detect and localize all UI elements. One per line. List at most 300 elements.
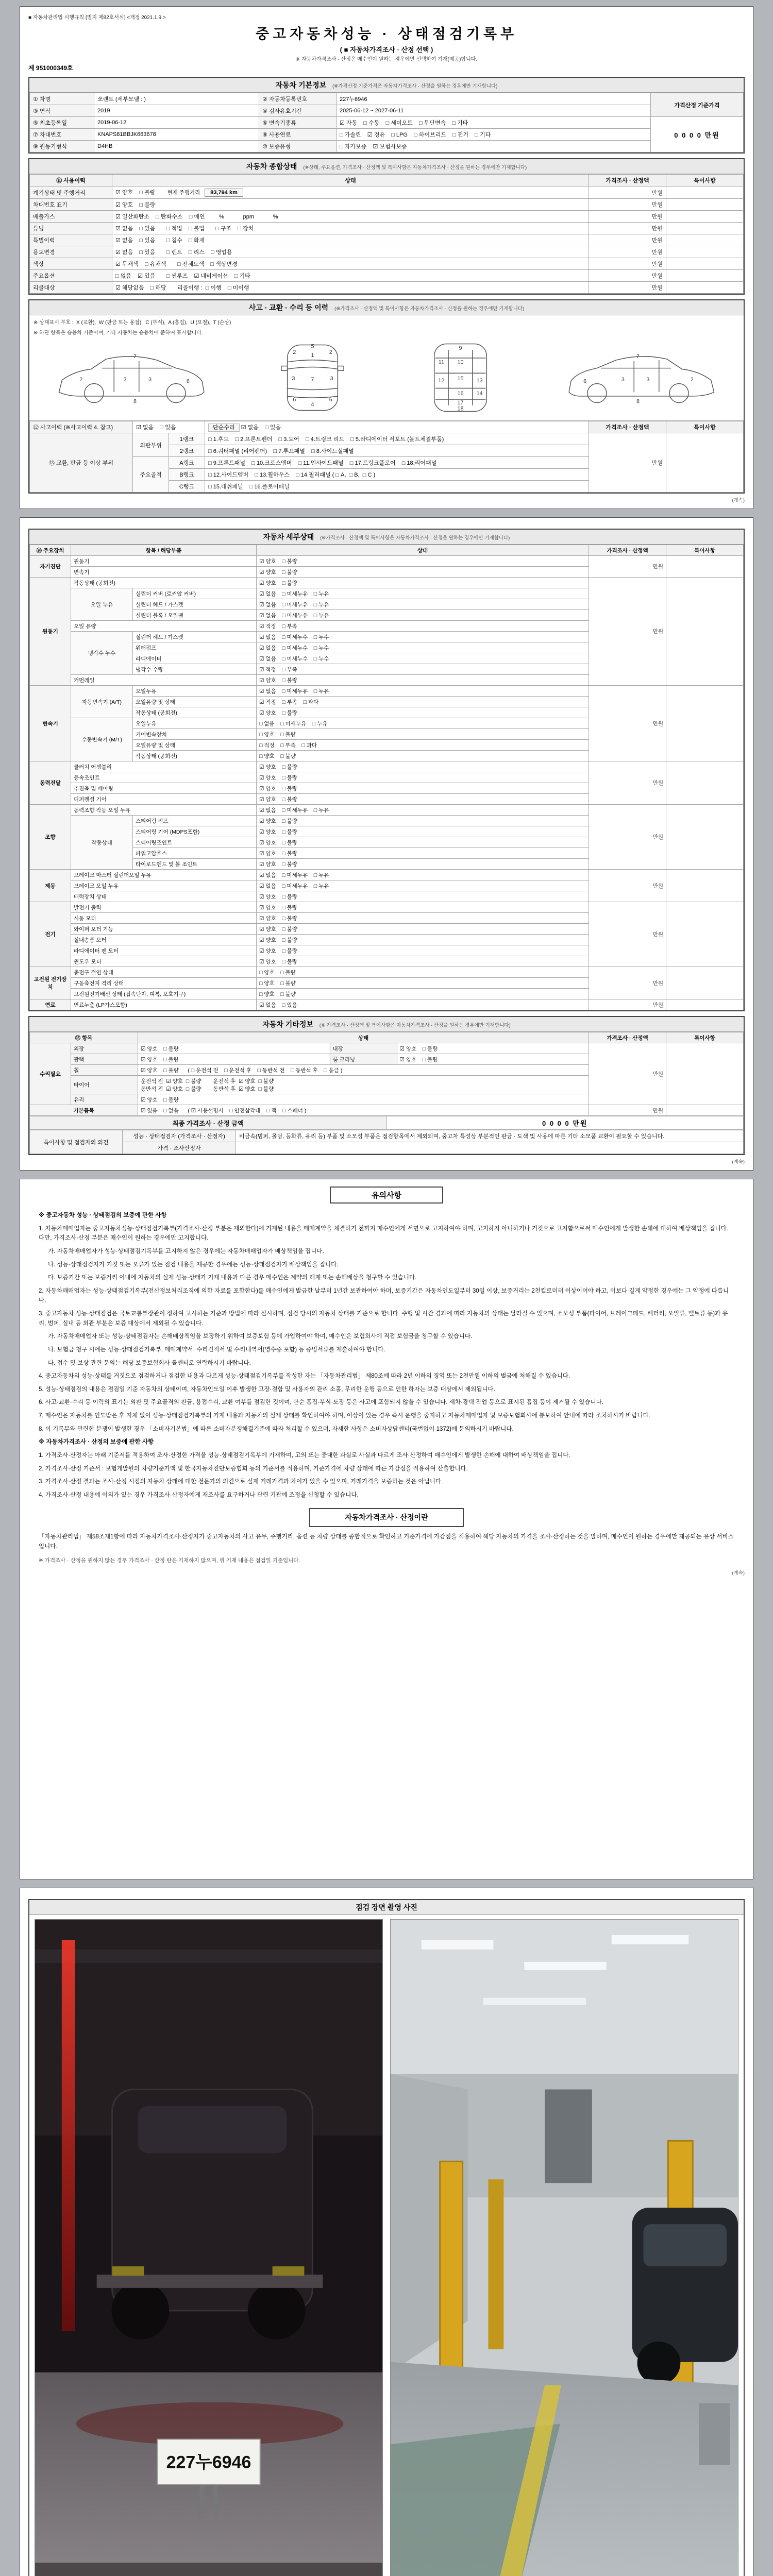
table-row bbox=[30, 686, 744, 697]
checkbox-group: □ 12.사이드멤버 □ 13.휠하우스 □ 14.필러패널 ( □ A, □ B, □ C ) bbox=[205, 469, 589, 481]
price-cell: 만원 bbox=[589, 270, 666, 282]
checkbox-group: ☑ 양호 □ 불량 bbox=[257, 707, 589, 718]
table-row bbox=[30, 761, 744, 772]
section-overall-title: 자동차 종합상태 bbox=[246, 162, 297, 171]
checkbox-group: ☑ 양호 □ 불량 bbox=[257, 956, 589, 967]
checkbox-group: ☑ 적정 □ 부족 bbox=[257, 664, 589, 675]
col-header: 가격조사 · 산정액 bbox=[589, 421, 666, 433]
checkbox-group: □ 양호 □ 불량 bbox=[257, 978, 589, 989]
table-row bbox=[30, 187, 744, 199]
final-price-amount: 0 0 0 0 bbox=[542, 1120, 570, 1127]
table-row bbox=[30, 129, 744, 141]
checkbox-group: ☑ 없음 □ 미세누유 □ 누유 bbox=[257, 870, 589, 880]
checkbox-group: ☑ 양호 □ 불량 bbox=[257, 935, 589, 945]
zone-number: 8 bbox=[636, 398, 640, 405]
price-cell: 만원 bbox=[589, 187, 666, 199]
simple-repair-cell bbox=[205, 421, 589, 433]
col-header: 상태 bbox=[138, 1032, 589, 1043]
field-label: ⑥ 변속기종류 bbox=[259, 117, 337, 129]
price-cell: 만원 bbox=[589, 870, 666, 902]
item-label: 특별이력 bbox=[30, 234, 112, 246]
section-photos-title: 점검 장면 촬영 사진 bbox=[356, 1903, 417, 1911]
item-label: 배출가스 bbox=[30, 211, 112, 223]
remark-cell bbox=[666, 902, 744, 967]
item-label: 브레이크 마스터 실린더오일 누유 bbox=[71, 870, 257, 880]
table-row bbox=[30, 270, 744, 282]
state-cell bbox=[112, 211, 589, 223]
price-cell: 만원 bbox=[589, 999, 666, 1010]
checkbox-group: □ 적정 □ 부족 □ 과다 bbox=[257, 740, 589, 751]
section-etc-note: (※ 가격조사 · 산정액 및 특이사항은 자동차가격조사 · 산정을 원하는 경우에만 기재합니다) bbox=[319, 1023, 511, 1028]
price-cell: 만원 bbox=[589, 199, 666, 211]
doc-number: 제 951000349호 bbox=[28, 64, 73, 72]
zone-number: 2 bbox=[293, 349, 296, 356]
table-row bbox=[30, 967, 744, 978]
zone-number: 4 bbox=[311, 401, 314, 408]
checkbox-group: □ 자가보증 ☑ 보험사보증 bbox=[337, 141, 651, 152]
checkbox-group: ☑ 양호 □ 불량 bbox=[138, 1054, 330, 1065]
item-label: 작동상태 (공회전) bbox=[133, 751, 257, 761]
table-header-row bbox=[30, 1032, 744, 1043]
device-group: 조향 bbox=[30, 805, 71, 870]
checkbox-group: ☑ 양호 □ 불량 bbox=[257, 837, 589, 848]
continue-note: (계속) bbox=[732, 1159, 745, 1165]
car-diagram-side-left bbox=[50, 339, 220, 416]
remark-cell bbox=[666, 211, 744, 223]
item-label: 파워고압호스 bbox=[133, 848, 257, 859]
price-cell: 만원 bbox=[589, 1043, 666, 1105]
table-row bbox=[30, 93, 744, 105]
notice-heading: ※ 자동차가격조사 · 산정의 보증에 관한 사항 bbox=[39, 1439, 154, 1446]
col-header: 가격조사 · 산정액 bbox=[589, 545, 666, 556]
section-accident bbox=[28, 299, 745, 494]
item-label: 실내송풍 모터 bbox=[71, 935, 257, 945]
notice-paragraph: 4. 중고자동차의 성능·상태를 거짓으로 점검하거나 점검한 내용과 다르게 성능·상태점검기록부를 작성한 자는 「자동차관리법」 제80조에 따라 2년 이하의 징역 또는 2천만원 이하의 벌금에 처해질 수 있습니다. bbox=[39, 1373, 570, 1380]
zone-number: 3 bbox=[646, 376, 650, 383]
notice-paragraph: 1. 자동차매매업자는 중고자동차성능·상태점검기록부(가격조사·산정 부분은 제외한다)에 기재된 내용을 매매계약을 체결하기 전까지 매수인에게 서면으로 고지하여야 하며, 고지하지 아니하거나 거짓으로 고지함으로써 매수인에게 발생한 손해에 대하여 배상책임을 집니다. 다만, 가격조사·산정 부분은 매수인이 원하는 경우에만 고지합니다. bbox=[39, 1225, 728, 1242]
checkbox-group: ☑ 양호 □ 불량 bbox=[257, 783, 589, 794]
checkbox-group: ☑ 없음 □ 있음 bbox=[241, 425, 281, 431]
item-label: 시동 모터 bbox=[71, 913, 257, 924]
zone-number: 2 bbox=[329, 349, 332, 356]
col-header: 항목 / 해당부품 bbox=[71, 545, 257, 556]
zone-number: 14 bbox=[476, 391, 483, 397]
item-label: 추진축 및 베어링 bbox=[71, 783, 257, 794]
final-price-label: 최종 가격조사 · 산정 금액 bbox=[30, 1116, 387, 1130]
notice-body bbox=[28, 1210, 745, 1566]
remark-cell bbox=[666, 999, 744, 1010]
item-label: 스티어링조인트 bbox=[133, 837, 257, 848]
table-header-row bbox=[30, 175, 744, 187]
section-etc-head bbox=[29, 1017, 744, 1032]
notice-paragraph: 다. 보증기간 또는 보증거리 이내에 자동차의 실제 성능·상태가 기재 내용과 다른 경우 매수인은 계약의 해제 또는 손해배상을 청구할 수 있습니다. bbox=[48, 1275, 417, 1281]
table-row bbox=[30, 999, 744, 1010]
item-label: 연료누출 (LP가스포함) bbox=[71, 999, 257, 1010]
price-select-note: ※ 자동차가격조사 · 산정은 매수인이 원하는 경우에만 선택하여 기재(제공)합니다. bbox=[295, 57, 478, 62]
opinion-author: 성능 · 상태점검자 (가격조사 · 산정자) bbox=[123, 1130, 236, 1142]
checkbox-group: □ 9.프론트패널 □ 10.크로스멤버 □ 11.인사이드패널 □ 17.트렁크플로어 □ 18.리어패널 bbox=[205, 457, 589, 469]
notice-paragraph: 3. 가격조사·산정 결과는 조사·산정 시점의 자동차 상태에 대한 전문가의 의견으로 실제 거래가격과 차이가 있을 수 있으며, 거래가격을 보증하는 것은 아닙니다. bbox=[39, 1479, 443, 1485]
item-label: 오일 유량 bbox=[71, 621, 257, 632]
zone-number: 6 bbox=[329, 396, 332, 403]
checkbox-group: ☑ 양호 □ 불량 bbox=[257, 924, 589, 935]
checkbox-group: ☑ 양호 □ 불량 bbox=[257, 859, 589, 870]
continue-note: (계속) bbox=[732, 1570, 745, 1577]
field-value: 2025-06-12 ~ 2027-06-11 bbox=[337, 105, 651, 117]
item-label: 계기상태 및 주행거리 bbox=[30, 187, 112, 199]
checkbox-group: ☑ 없음 □ 미세누유 □ 누유 bbox=[257, 805, 589, 816]
checkbox-group: ☑ 없음 □ 있음 □ 렌트 □ 리스 □ 영업용 bbox=[112, 246, 589, 258]
item-label: 냉각수 수량 bbox=[133, 664, 257, 675]
notice-title: 유의사항 bbox=[330, 1187, 443, 1204]
item-label: 휠 bbox=[71, 1065, 138, 1076]
field-value: 2019-06-12 bbox=[94, 117, 259, 129]
remark-cell bbox=[666, 187, 744, 199]
remark-cell bbox=[666, 282, 744, 294]
zone-number: 10 bbox=[457, 359, 464, 366]
overall-table bbox=[29, 174, 744, 294]
checkbox-group: ☑ 양호 □ 불량 bbox=[257, 556, 589, 567]
zone-number: 7 bbox=[311, 376, 314, 383]
item-label: 타이로드엔드 및 볼 조인트 bbox=[133, 859, 257, 870]
device-group: 변속기 bbox=[30, 686, 71, 761]
table-row bbox=[30, 578, 744, 588]
checkbox-group: □ 6.쿼터패널 (리어펜더) □ 7.루프패널 □ 8.사이드실패널 bbox=[205, 445, 589, 457]
remark-cell bbox=[666, 270, 744, 282]
price-base-amount: 0 0 0 0 bbox=[674, 131, 702, 139]
opinion-text: 비금속(범퍼, 몰딩, 등화류, 유리 등) 부품 및 소모성 부품은 점검항목에서 제외되며, 중고차 특성상 부분적인 판금 · 도색 및 사용에 따른 기타 소모품 교환이 필요할 수 있습니다. bbox=[236, 1130, 744, 1142]
table-row bbox=[30, 282, 744, 294]
sheet-photos bbox=[20, 1888, 753, 2576]
checkbox-group: □ 양호 □ 불량 bbox=[257, 989, 589, 999]
item-label: 커먼레일 bbox=[71, 675, 257, 686]
zone-number: 3 bbox=[621, 376, 625, 383]
table-row bbox=[30, 1130, 744, 1142]
item-label: 등속조인트 bbox=[71, 772, 257, 783]
field-label: ③ 연식 bbox=[30, 105, 94, 117]
checkbox-group: ☑ 양호 □ 불량 bbox=[257, 794, 589, 805]
section-detail bbox=[28, 529, 745, 1011]
remark-cell bbox=[666, 805, 744, 870]
section-basic-head bbox=[29, 78, 744, 93]
device-group: 연료 bbox=[30, 999, 71, 1010]
table-row bbox=[30, 105, 744, 117]
section-accident-head bbox=[29, 300, 744, 315]
checkbox-group: ☑ 양호 □ 불량 ( □ 운전석 전 □ 운전석 후 □ 동반석 전 □ 동반석 후 □ 응급 ) bbox=[138, 1065, 589, 1076]
notice-paragraph: 가. 자동차매매업자 또는 성능·상태점검자는 손해배상책임을 보장하기 위하여 보증보험 등에 가입하여야 하며, 매수인은 보험회사에 직접 보험금을 청구할 수 있습니다. bbox=[48, 1333, 473, 1340]
zone-number: 1 bbox=[311, 352, 314, 359]
checkbox-group: ☑ 양호 □ 불량 bbox=[112, 199, 589, 211]
checkbox-group: ☑ 양호 □ 불량 bbox=[257, 578, 589, 588]
item-label: 라디에이터 bbox=[133, 653, 257, 664]
checkbox-group: □ 양호 □ 불량 bbox=[257, 729, 589, 740]
checkbox-group: ☑ 없음 □ 있음 bbox=[257, 999, 589, 1010]
notice-paragraph: 3. 중고자동차 성능·상태점검은 국토교통부장관이 정하여 고시하는 기준과 방법에 따라 실시하며, 점검 당시의 자동차 상태를 기준으로 합니다. 주행 및 시간 경과에 따라 자동차의 상태는 달라질 수 있으며, 소모성 부품(타이어, 브레이크패드, 배터리, 오일류, 벨트류 등)과 유리, 범퍼, 실내 등 외관 부분은 보증 대상에서 제외될 수 있습니다. bbox=[39, 1311, 728, 1327]
item-label: 스티어링 펌프 bbox=[133, 816, 257, 826]
zone-number: 9 bbox=[459, 345, 462, 352]
checkbox-group: □ 없음 ☑ 있음 □ 썬루프 ☑ 네비게이션 □ 기타 bbox=[112, 270, 589, 282]
table-row bbox=[30, 199, 744, 211]
zone-number: 17 bbox=[457, 399, 464, 406]
sheet-detail bbox=[20, 517, 753, 1171]
checkbox-group: ☑ 양호 □ 불량 bbox=[257, 567, 589, 578]
table-row bbox=[30, 1142, 744, 1154]
table-row bbox=[30, 433, 744, 445]
field-value: D4HB bbox=[94, 141, 259, 152]
section-detail-title: 자동차 세부상태 bbox=[263, 533, 314, 541]
zone-number: 3 bbox=[123, 376, 127, 383]
field-value: 227누6946 bbox=[337, 93, 651, 105]
checkbox-group: ☑ 무채색 □ 유채색 □ 전체도색 □ 색상변경 bbox=[112, 258, 589, 270]
etc-table bbox=[29, 1032, 744, 1116]
device-group: 동력전달 bbox=[30, 761, 71, 805]
notice-footnote: ※ 가격조사 · 산정을 원하지 않는 경우 가격조사 · 산정 란은 기재하지 않으며, 위 기재 내용은 점검일 기준입니다. bbox=[39, 1557, 300, 1564]
remark-cell bbox=[666, 258, 744, 270]
table-row bbox=[30, 1043, 744, 1054]
zone-number: 6 bbox=[583, 378, 587, 385]
sub-group: 자동변속기 (A/T) bbox=[71, 686, 133, 718]
basic-info-table bbox=[29, 93, 744, 152]
item-label: 고전원전기배선 상태 (접속단자, 피복, 보호기구) bbox=[71, 989, 257, 999]
table-row bbox=[30, 1105, 744, 1116]
item-label: 룸 크리닝 bbox=[330, 1054, 397, 1065]
sub-group: 냉각수 누수 bbox=[71, 632, 133, 675]
regulation-note: ■ 자동차관리법 시행규칙 [별지 제82호서식] <개정 2021.1.9.> bbox=[28, 15, 166, 21]
checkbox-group: ☑ 양호 □ 불량 bbox=[257, 772, 589, 783]
remark-cell bbox=[666, 1105, 744, 1116]
price-cell: 만원 bbox=[589, 686, 666, 761]
checkbox-group: ☑ 적정 □ 부족 □ 과다 bbox=[257, 697, 589, 707]
field-value: 2019 bbox=[94, 105, 259, 117]
price-cell: 만원 bbox=[589, 234, 666, 246]
valuation-box-text: 「자동차관리법」 제58조제1항에 따라 자동차가격조사·산정자가 중고자동차의 사고 유무, 주행거리, 옵션 등 차량 상태를 종합적으로 확인하고 기준가격에 가감점을 적용하여 해당 자동차의 가격을 조사·산정하는 것을 말하며, 매수인이 원하는 경우에만 제공되는 유상 서비스입니다. bbox=[39, 1534, 734, 1550]
price-cell: 만원 bbox=[589, 902, 666, 967]
item-label: 브레이크 오일 누유 bbox=[71, 880, 257, 891]
field-label: ⑧ 사용연료 bbox=[259, 129, 337, 141]
inspection-photo-underbody bbox=[35, 1919, 383, 2576]
item-label: 윈도우 모터 bbox=[71, 956, 257, 967]
zone-number: 7 bbox=[636, 353, 640, 360]
table-row bbox=[30, 556, 744, 567]
checkbox-group: ☑ 자동 □ 수동 □ 세미오토 □ 무단변속 □ 기타 bbox=[337, 117, 651, 129]
price-cell: 만원 bbox=[589, 246, 666, 258]
price-base-value bbox=[651, 117, 744, 152]
checkbox-group: ☑ 없음 □ 미세누유 □ 누유 bbox=[257, 599, 589, 610]
section-etc-title: 자동차 기타정보 bbox=[262, 1020, 313, 1028]
device-group: 고전원 전기장치 bbox=[30, 967, 71, 999]
zone-number: 5 bbox=[311, 343, 314, 350]
inspection-photo-workshop bbox=[390, 1919, 738, 2576]
car-diagram-side-right bbox=[553, 339, 723, 416]
section-photos-head bbox=[29, 1900, 744, 1915]
state-code-legend: ※ 상태표시 부호 : X (교환), W (판금 또는 용접), C (부식), A (흠집), U (요철), T (손상) bbox=[33, 320, 231, 326]
item-label: 내장 bbox=[330, 1043, 397, 1054]
notice-paragraph: 다. 접수 및 보상 관련 문의는 해당 보증보험회사 콜센터로 연락하시기 바랍니다. bbox=[48, 1360, 251, 1366]
rank-name: B랭크 bbox=[169, 469, 205, 481]
car-diagram-top bbox=[257, 339, 368, 416]
accident-history-label: ⑫ 사고이력 (※사고이력 4. 참고) bbox=[30, 421, 133, 433]
field-label: ⑩ 보증유형 bbox=[259, 141, 337, 152]
table-row bbox=[30, 258, 744, 270]
photos-container bbox=[29, 1915, 744, 2576]
item-label: 오일누유 bbox=[133, 718, 257, 729]
outer-panel-label: 외판부위 bbox=[133, 433, 169, 457]
checkbox-group: ☑ 양호 □ 불량 bbox=[257, 761, 589, 772]
checkbox-group: ☑ 없음 □ 미세누수 □ 누수 bbox=[257, 642, 589, 653]
checkbox-group: ☑ 양호 □ 불량 bbox=[397, 1043, 589, 1054]
field-label: ⑨ 원동기형식 bbox=[30, 141, 94, 152]
item-label: 실린더 헤드 / 가스켓 bbox=[133, 599, 257, 610]
photo-license-plate: 227누6946 bbox=[166, 2452, 251, 2472]
zone-number: 2 bbox=[690, 376, 694, 383]
price-base-title: 가격산정 기준가격 bbox=[651, 93, 744, 117]
section-etc bbox=[28, 1016, 745, 1155]
field-label: ⑦ 차대번호 bbox=[30, 129, 94, 141]
sheet-basic bbox=[20, 6, 753, 509]
remark-cell bbox=[666, 761, 744, 805]
checkbox-group: 운전석 전 ☑ 양호 □ 불량 운전석 후 ☑ 양호 □ 불량 bbox=[141, 1078, 274, 1084]
checkbox-group: ☑ 양호 □ 불량 bbox=[257, 913, 589, 924]
car-diagram-underbody bbox=[405, 339, 516, 416]
checkbox-group: ☑ 양호 □ 불량 bbox=[397, 1054, 589, 1065]
item-label: 원동기 bbox=[71, 556, 257, 567]
exchange-label: ⑬ 교환, 판금 등 이상 부위 bbox=[30, 433, 133, 493]
remark-cell bbox=[666, 870, 744, 902]
checkbox-group: □ 15.대쉬패널 □ 16.플로어패널 bbox=[205, 481, 589, 493]
car-diagrams bbox=[29, 336, 744, 421]
remark-cell bbox=[666, 234, 744, 246]
checkbox-group: ☑ 양호 □ 불량 bbox=[257, 902, 589, 913]
accident-table bbox=[29, 421, 744, 493]
checkbox-group: ☑ 없음 □ 미세누수 □ 누수 bbox=[257, 632, 589, 642]
checkbox-group: ☑ 양호 □ 불량 bbox=[257, 891, 589, 902]
device-group: 전기 bbox=[30, 902, 71, 967]
item-label: 용도변경 bbox=[30, 246, 112, 258]
table-row bbox=[30, 234, 744, 246]
section-basic-info bbox=[28, 77, 745, 154]
item-label: 리콜대상 bbox=[30, 282, 112, 294]
checkbox-group: □ 양호 □ 불량 bbox=[257, 967, 589, 978]
zone-number: 6 bbox=[293, 396, 296, 403]
item-label: 작동상태 (공회전) bbox=[133, 707, 257, 718]
final-price-value bbox=[386, 1116, 744, 1130]
remark-cell bbox=[666, 433, 744, 493]
doc-title: 중고자동차성능 · 상태점검기록부 bbox=[255, 26, 518, 42]
notice-paragraph: 4. 가격조사·산정 내용에 이의가 있는 경우 가격조사·산정자에게 재조사를 요구하거나 관련 기관에 조정을 신청할 수 있습니다. bbox=[39, 1492, 359, 1498]
section-basic-note: (※가격산정 기준가격은 자동차가격조사 · 산정을 원하는 경우에만 기재합니다) bbox=[332, 83, 498, 89]
remark-cell bbox=[666, 246, 744, 258]
field-label: ⑤ 최초등록일 bbox=[30, 117, 94, 129]
item-label: 기어변속장치 bbox=[133, 729, 257, 740]
col-header: 상태 bbox=[257, 545, 589, 556]
price-cell: 만원 bbox=[589, 578, 666, 686]
simple-repair-label: 단순수리 bbox=[208, 423, 240, 432]
col-header: 특이사항 bbox=[666, 1032, 744, 1043]
item-label: 와이퍼 모터 기능 bbox=[71, 924, 257, 935]
remark-cell bbox=[666, 578, 744, 686]
item-label: 튜닝 bbox=[30, 223, 112, 234]
field-label: ① 차명 bbox=[30, 93, 94, 105]
item-label: 동력조향 작동 오일 누유 bbox=[71, 805, 257, 816]
table-row bbox=[30, 141, 744, 152]
price-base-unit: 만원 bbox=[704, 131, 720, 139]
notice-paragraph: 5. 성능·상태점검의 내용은 점검일 기준 자동차의 상태이며, 자동차인도일 이후 발생한 고장·결함 및 사용자의 관리 소홀, 무리한 운행 등으로 인한 하자는 보증 대상에서 제외됩니다. bbox=[39, 1386, 495, 1393]
sub-group: 수동변속기 (M/T) bbox=[71, 718, 133, 761]
checkbox-group: ☑ 없음 □ 미세누유 □ 누유 bbox=[257, 610, 589, 621]
checkbox-group: □ 없음 □ 미세누유 □ 누유 bbox=[257, 718, 589, 729]
price-select-option: ( ■ 자동차가격조사 · 산정 선택 ) bbox=[340, 46, 433, 54]
checkbox-group: ☑ 일산화탄소 □ 탄화수소 □ 매연 bbox=[115, 214, 205, 220]
field-label: ④ 검사유효기간 bbox=[259, 105, 337, 117]
notice-paragraph: 나. 성능·상태점검자가 거짓 또는 오류가 있는 점검 내용을 제공한 경우에는 성능·상태점검자가 배상책임을 집니다. bbox=[48, 1261, 339, 1268]
table-row bbox=[30, 117, 744, 129]
item-label: 유리 bbox=[71, 1094, 138, 1105]
zone-number: 16 bbox=[457, 391, 464, 397]
item-label: 오일유량 및 상태 bbox=[133, 697, 257, 707]
zone-number: 3 bbox=[148, 376, 152, 383]
col-header: ⑪ 사용이력 bbox=[30, 175, 112, 187]
price-cell: 만원 bbox=[589, 258, 666, 270]
checkbox-group: ☑ 양호 □ 불량 bbox=[138, 1043, 330, 1054]
item-label: 스티어링 기어 (MDPS포함) bbox=[133, 826, 257, 837]
checkbox-group: ☑ 있음 □ 없음 ( ☑ 사용설명서 □ 안전삼각대 □ 잭 □ 스패너 ) bbox=[138, 1105, 589, 1116]
checkbox-group: ☑ 양호 □ 불량 bbox=[115, 190, 156, 196]
zone-number: 15 bbox=[457, 375, 464, 382]
opinion-table bbox=[29, 1130, 744, 1154]
col-header: 가격조사 · 산정액 bbox=[589, 175, 666, 187]
notice-paragraph: 1. 가격조사·산정자는 아래 기준서를 적용하여 조사·산정한 가격을 성능·상태점검기록부에 기재하며, 고의 또는 중대한 과실로 사실과 다르게 조사·산정하여 매수인에게 발생한 손해에 대하여 배상책임을 집니다. bbox=[39, 1452, 570, 1459]
section-accident-title: 사고 · 교환 · 수리 등 이력 bbox=[248, 303, 329, 312]
emission-values: % ppm % bbox=[206, 214, 278, 220]
col-header: ⑮ 항목 bbox=[30, 1032, 138, 1043]
item-label: 외장 bbox=[71, 1043, 138, 1054]
sub-group: 작동상태 bbox=[71, 816, 133, 870]
notice-paragraph: 2. 가격조사·산정 기준서 : 보험개발원의 차량기준가액 및 한국자동차진단보증협회 등의 기준서를 적용하며, 기준가격에 차량 상태에 따른 가감점을 적용하여 산출합니다. bbox=[39, 1465, 468, 1472]
item-label: 광택 bbox=[71, 1054, 138, 1065]
price-cell: 만원 bbox=[589, 223, 666, 234]
item-label: 오일유량 및 상태 bbox=[133, 740, 257, 751]
checkbox-group: ☑ 없음 □ 있음 bbox=[133, 421, 205, 433]
item-label: 변속기 bbox=[71, 567, 257, 578]
item-label: 차대번호 표기 bbox=[30, 199, 112, 211]
zone-number: 2 bbox=[79, 376, 83, 383]
notice-paragraph: 8. 이 기록부와 관련한 분쟁이 발생한 경우 「소비자기본법」에 따른 소비자분쟁해결기준에 따라 처리할 수 있으며, 자세한 사항은 소비자상담센터(국번없이 1372)에 문의하시기 바랍니다. bbox=[39, 1426, 514, 1432]
table-row bbox=[30, 870, 744, 880]
rank-name: 2랭크 bbox=[169, 445, 205, 457]
field-value: KNAPS81BBJK663678 bbox=[94, 129, 259, 141]
zone-number: 3 bbox=[292, 375, 295, 382]
etc-group: 수리필요 bbox=[30, 1043, 71, 1105]
device-group: 제동 bbox=[30, 870, 71, 902]
remark-cell bbox=[666, 223, 744, 234]
notice-paragraph: 7. 매수인은 자동차를 인도받은 후 지체 없이 성능·상태점검기록부의 기재 내용과 자동차의 실제 상태를 확인하여야 하며, 이상이 있는 경우 즉시 운행을 중지하고 자동차매매업자 및 보증보험회사에 통보하여 안내에 따라 조치하시기 바랍니다. bbox=[39, 1413, 650, 1419]
notice-paragraph: 6. 사고·교환·수리 등 이력의 표기는 외판 및 주요골격의 판금, 용접수리, 교환 여부를 점검한 것이며, 단순 흠집·부식·도장 등은 사고에 포함되지 않을 수 있습니다. 세차·광택 작업 등으로 표시된 흠집 등이 제거될 수 있습니다. bbox=[39, 1399, 603, 1406]
device-group: 원동기 bbox=[30, 578, 71, 686]
price-cell: 만원 bbox=[589, 211, 666, 223]
price-cell: 만원 bbox=[589, 282, 666, 294]
zone-number: 6 bbox=[186, 378, 190, 385]
item-label: 배력장치 상태 bbox=[71, 891, 257, 902]
checkbox-group: ☑ 적정 □ 부족 bbox=[257, 621, 589, 632]
field-value: 쏘렌토 (세부모델 : ) bbox=[94, 93, 259, 105]
zone-number: 7 bbox=[133, 353, 137, 360]
price-cell: 만원 bbox=[589, 433, 666, 493]
checkbox-group: ☑ 양호 □ 불량 bbox=[138, 1094, 589, 1105]
notice-paragraph: 가. 자동차매매업자가 성능·상태점검기록부를 고지하지 않은 경우에는 자동차매매업자가 배상책임을 집니다. bbox=[48, 1248, 324, 1255]
final-price-table bbox=[29, 1116, 744, 1130]
col-header: 특이사항 bbox=[666, 421, 744, 433]
checkbox-group: ☑ 양호 □ 불량 bbox=[257, 826, 589, 837]
